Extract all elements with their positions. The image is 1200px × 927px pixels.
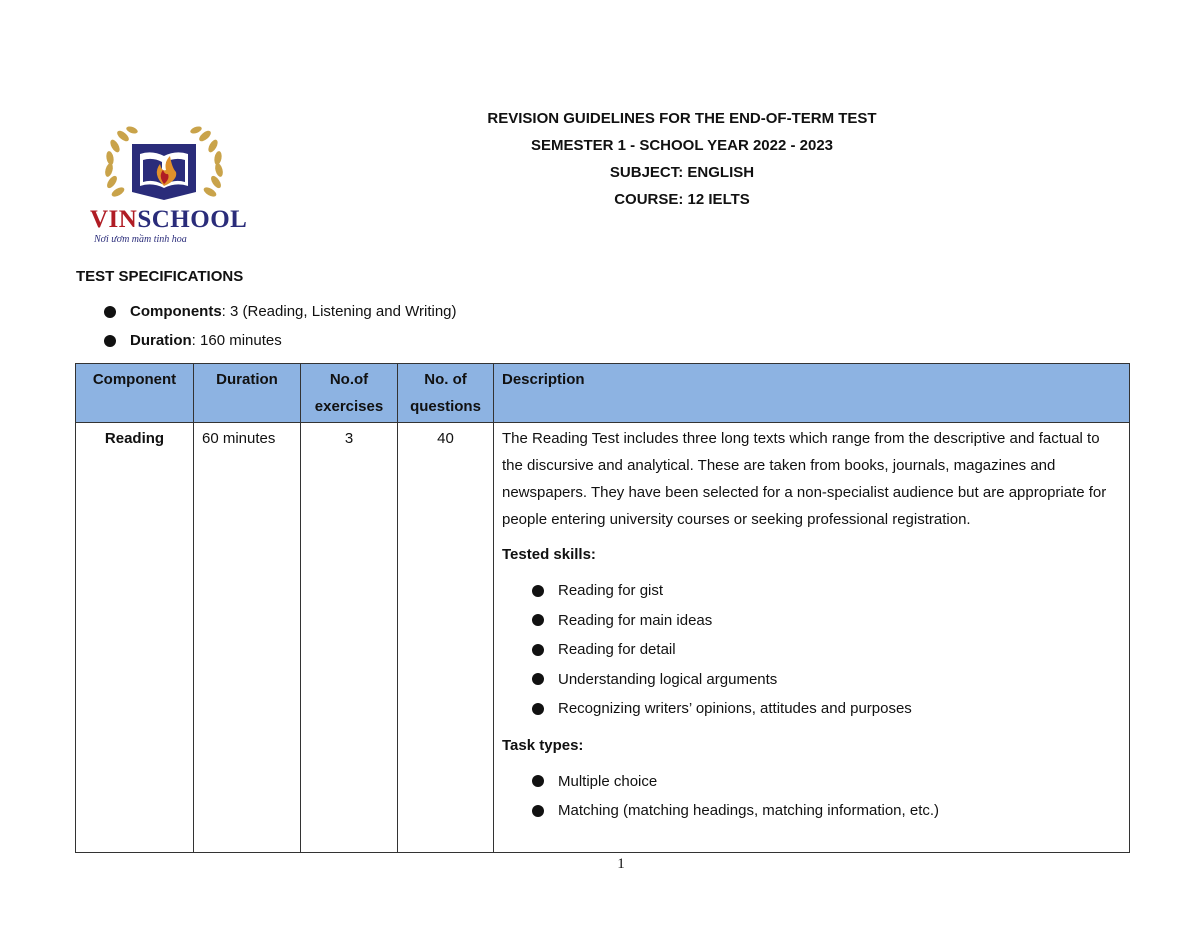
column-header-exercises: No.of exercises — [301, 364, 398, 423]
list-item: Recognizing writers’ opinions, attitudes and purposes — [532, 694, 1121, 724]
column-header-duration: Duration — [194, 364, 301, 423]
test-spec-table — [75, 363, 1130, 853]
header-course: COURSE: 12 IELTS — [614, 191, 750, 208]
bullet-icon — [104, 335, 116, 347]
bullet-icon — [532, 805, 544, 817]
table-header-row — [76, 364, 1130, 423]
spec-value: : 160 minutes — [191, 331, 282, 349]
list-item: Reading for detail — [532, 635, 1121, 665]
spec-item-duration — [104, 326, 457, 355]
bullet-icon — [532, 585, 544, 597]
task-types-heading: Task types: — [502, 736, 584, 754]
cell-duration: 60 minutes — [194, 423, 301, 853]
document-header — [380, 108, 984, 216]
tested-skills-list — [532, 576, 1121, 724]
section-title-test-specifications: TEST SPECIFICATIONS — [76, 268, 244, 285]
column-header-component: Component — [76, 364, 194, 423]
bullet-icon — [532, 614, 544, 626]
header-semester: SEMESTER 1 - SCHOOL YEAR 2022 - 2023 — [530, 137, 834, 154]
list-item: Reading for gist — [532, 576, 1121, 606]
header-subject: SUBJECT: ENGLISH — [609, 164, 755, 181]
tested-skills-heading: Tested skills: — [502, 546, 596, 563]
logo-wordmark: VINSCHOOL — [90, 206, 248, 233]
bullet-icon — [532, 644, 544, 656]
column-header-description: Description — [494, 364, 1130, 423]
cell-component: Reading — [76, 423, 194, 853]
cell-description — [494, 423, 1130, 853]
list-item: Understanding logical arguments — [532, 665, 1121, 695]
bullet-icon — [104, 306, 116, 318]
spec-value: : 3 (Reading, Listening and Writing) — [221, 302, 457, 320]
laurel-book-emblem-icon — [88, 122, 248, 207]
spec-item-components — [104, 297, 457, 326]
spec-label: Duration — [130, 331, 192, 349]
school-logo — [88, 122, 248, 252]
list-item: Matching (matching headings, matching information, etc.) — [532, 796, 1121, 826]
page-number: 1 — [617, 856, 625, 872]
column-header-questions: No. of questions — [398, 364, 494, 423]
list-item: Multiple choice — [532, 767, 1121, 797]
logo-tagline: Nơi ươm mầm tinh hoa — [94, 234, 187, 245]
spec-list — [104, 297, 457, 355]
cell-questions: 40 — [398, 423, 494, 853]
cell-exercises: 3 — [301, 423, 398, 853]
spec-label: Components — [130, 302, 222, 320]
header-title: REVISION GUIDELINES FOR THE END-OF-TERM TEST — [487, 110, 877, 127]
bullet-icon — [532, 775, 544, 787]
table-row — [76, 423, 1130, 853]
bullet-icon — [532, 673, 544, 685]
task-types-list — [532, 767, 1121, 826]
description-text: The Reading Test includes three long texts which range from the descriptive and factual to the discursive and analytical. These are taken from books, journals, magazines and newspapers. They have been selected for a non-specialist audience but are appropriate for people entering university courses or seeking professional registration. — [502, 430, 1107, 528]
bullet-icon — [532, 703, 544, 715]
list-item: Reading for main ideas — [532, 606, 1121, 636]
